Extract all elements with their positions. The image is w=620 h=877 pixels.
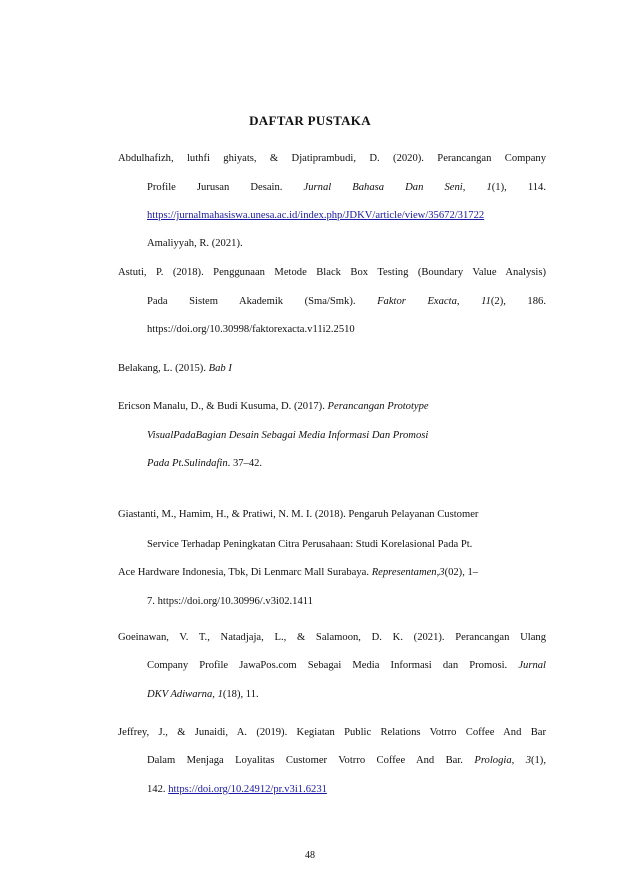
ref-jeffrey-line3: 142. https://doi.org/10.24912/pr.v3i1.6231 [147, 784, 327, 795]
ref-goeinawan-line1: Goeinawan, V. T., Natadjaja, L., & Salamoon, D. K. (2021). Perancangan Ulang [118, 632, 546, 643]
ref-astuti-line2: Pada Sistem Akademik (Sma/Smk). Faktor Exacta, 11(2), 186. [147, 296, 546, 307]
ref-amaliyyah: Amaliyyah, R. (2021). [147, 238, 243, 249]
ref-jeffrey-line1: Jeffrey, J., & Junaidi, A. (2019). Kegiatan Public Relations Votrro Coffee And Bar [118, 727, 546, 738]
ref-ericson-line2: VisualPadaBagian Desain Sebagai Media Informasi Dan Promosi [147, 430, 429, 441]
ref-abdulhafizh-url-link[interactable]: https://jurnalmahasiswa.unesa.ac.id/index.php/JDKV/article/view/35672/31722 [147, 210, 485, 221]
page-number: 48 [305, 850, 315, 861]
ref-abdulhafizh-line2: Profile Jurusan Desain. Jurnal Bahasa Dan Seni, 1(1), 114. [147, 182, 546, 193]
ref-goeinawan-line3: DKV Adiwarna, 1(18), 11. [147, 689, 259, 700]
ref-jeffrey-line2: Dalam Menjaga Loyalitas Customer Votrro Coffee And Bar. Prologia, 3(1), [147, 755, 546, 766]
ref-jeffrey-doi-link[interactable]: https://doi.org/10.24912/pr.v3i1.6231 [168, 784, 327, 795]
ref-abdulhafizh-line3 [147, 209, 546, 223]
ref-giastanti-line1: Giastanti, M., Hamim, H., & Pratiwi, N. M. I. (2018). Pengaruh Pelayanan Customer [118, 509, 479, 520]
page-title: DAFTAR PUSTAKA [249, 113, 371, 128]
ref-belakang: Belakang, L. (2015). Bab I [118, 363, 232, 374]
ref-giastanti-line4: 7. https://doi.org/10.30996/.v3i02.1411 [147, 596, 313, 607]
ref-ericson-line1: Ericson Manalu, D., & Budi Kusuma, D. (2017). Perancangan Prototype [118, 401, 429, 412]
ref-abdulhafizh-line1: Abdulhafizh, luthfi ghiyats, & Djatiprambudi, D. (2020). Perancangan Company [118, 153, 546, 164]
ref-ericson-line3: Pada Pt.Sulindafin. 37–42. [147, 458, 263, 469]
ref-giastanti-line2: Service Terhadap Peningkatan Citra Perusahaan: Studi Korelasional Pada Pt. [147, 539, 473, 550]
ref-giastanti-line3: Ace Hardware Indonesia, Tbk, Di Lenmarc Mall Surabaya. Representamen,3(02), 1– [118, 567, 479, 578]
ref-astuti-line3: https://doi.org/10.30998/faktorexacta.v11i2.2510 [147, 324, 355, 335]
ref-goeinawan-line2: Company Profile JawaPos.com Sebagai Media Informasi dan Promosi. Jurnal [147, 660, 546, 671]
ref-astuti-line1: Astuti, P. (2018). Penggunaan Metode Black Box Testing (Boundary Value Analysis) [118, 267, 546, 278]
